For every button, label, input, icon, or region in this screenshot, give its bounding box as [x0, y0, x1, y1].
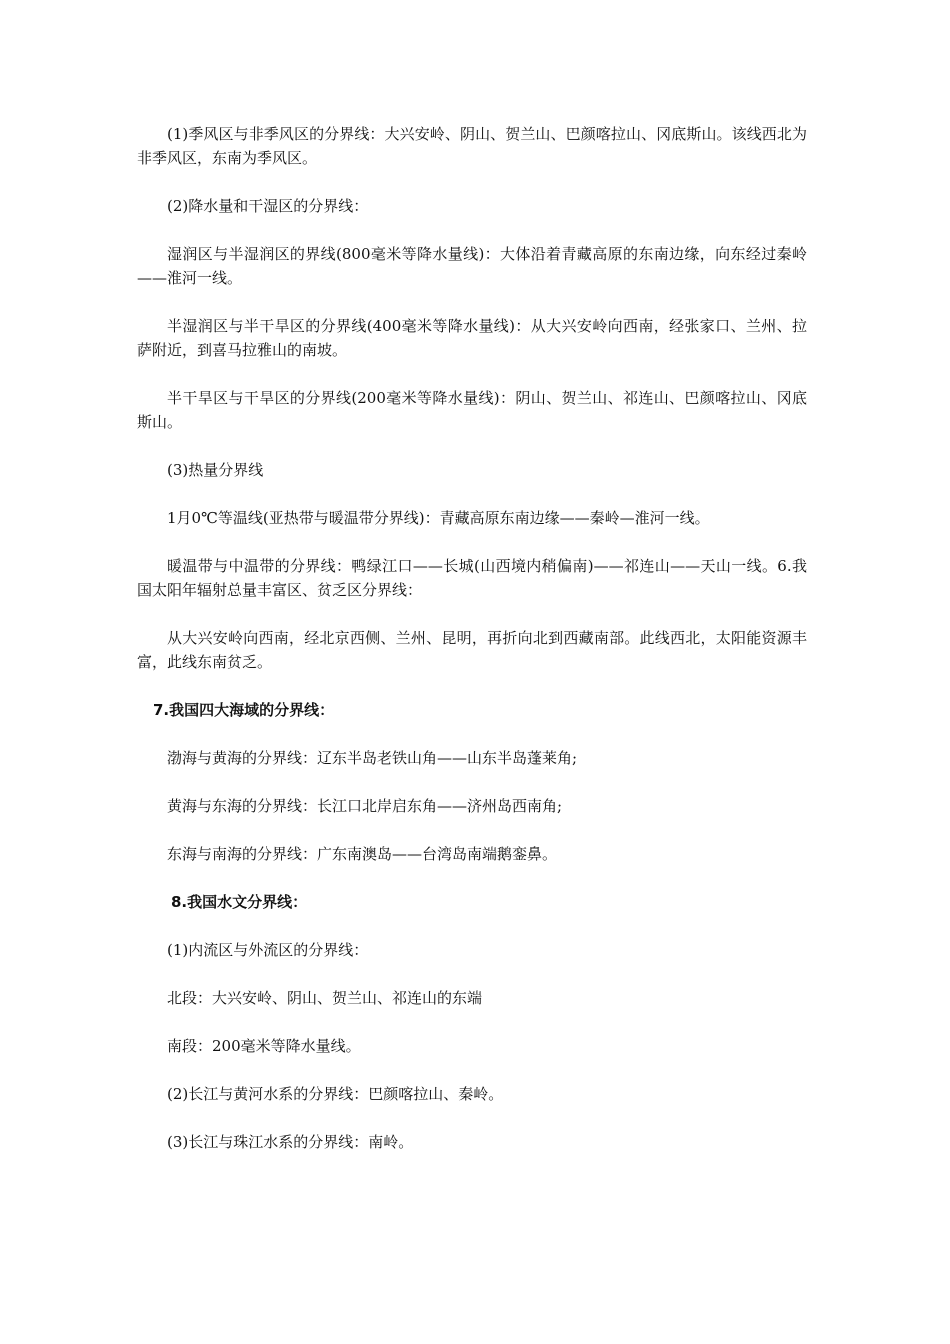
section-heading-seas: 7.我国四大海域的分界线： — [153, 701, 335, 719]
paragraph-yellow-east: 黄海与东海的分界线：长江口北岸启东角——济州岛西南角; — [167, 797, 563, 815]
paragraph-precipitation-heading: (2)降水量和干湿区的分界线： — [167, 197, 369, 215]
paragraph-solar-radiation: 从大兴安岭向西南，经北京西侧、兰州、昆明，再折向北到西藏南部。此线西北，太阳能资源丰富，此线东南贫乏。 — [137, 629, 807, 671]
paragraph-january-isotherm: 1月0℃等温线(亚热带与暖温带分界线)：青藏高原东南边缘——秦岭—淮河一线。 — [167, 509, 710, 527]
section-heading-hydrology: 8.我国水文分界线： — [171, 893, 308, 911]
document-body — [137, 122, 807, 1154]
paragraph-warm-temperate: 暖温带与中温带的分界线：鸭绿江口——长城(山西境内稍偏南)——祁连山——天山一线。6.我国太阳年辐射总量丰富区、贫乏区分界线： — [137, 557, 807, 599]
paragraph-yangtze-yellow: (2)长江与黄河水系的分界线：巴颜喀拉山、秦岭。 — [167, 1085, 504, 1103]
paragraph-south-segment: 南段：200毫米等降水量线。 — [167, 1037, 361, 1055]
paragraph-inland-outflow: (1)内流区与外流区的分界线： — [167, 941, 369, 959]
paragraph-semiarid-arid: 半干旱区与干旱区的分界线(200毫米等降水量线)：阴山、贺兰山、祁连山、巴颜喀拉山、冈底斯山。 — [137, 389, 807, 431]
paragraph-yangtze-pearl: (3)长江与珠江水系的分界线：南岭。 — [167, 1133, 414, 1151]
paragraph-north-segment: 北段：大兴安岭、阴山、贺兰山、祁连山的东端 — [167, 989, 483, 1007]
paragraph-heat-heading: (3)热量分界线 — [167, 461, 264, 479]
paragraph-bohai-yellow: 渤海与黄海的分界线：辽东半岛老铁山角——山东半岛蓬莱角; — [167, 749, 578, 767]
paragraph-subhumid-semiarid: 半湿润区与半干旱区的分界线(400毫米等降水量线)：从大兴安岭向西南，经张家口、兰州、拉萨附近，到喜马拉雅山的南坡。 — [137, 317, 807, 359]
paragraph-monsoon-boundary: (1)季风区与非季风区的分界线：大兴安岭、阴山、贺兰山、巴颜喀拉山、冈底斯山。该线西北为非季风区，东南为季风区。 — [137, 125, 807, 167]
paragraph-east-south: 东海与南海的分界线：广东南澳岛——台湾岛南端鹅銮鼻。 — [167, 845, 558, 863]
paragraph-humid-subhumid: 湿润区与半湿润区的界线(800毫米等降水量线)：大体沿着青藏高原的东南边缘，向东经过秦岭——淮河一线。 — [137, 245, 807, 287]
